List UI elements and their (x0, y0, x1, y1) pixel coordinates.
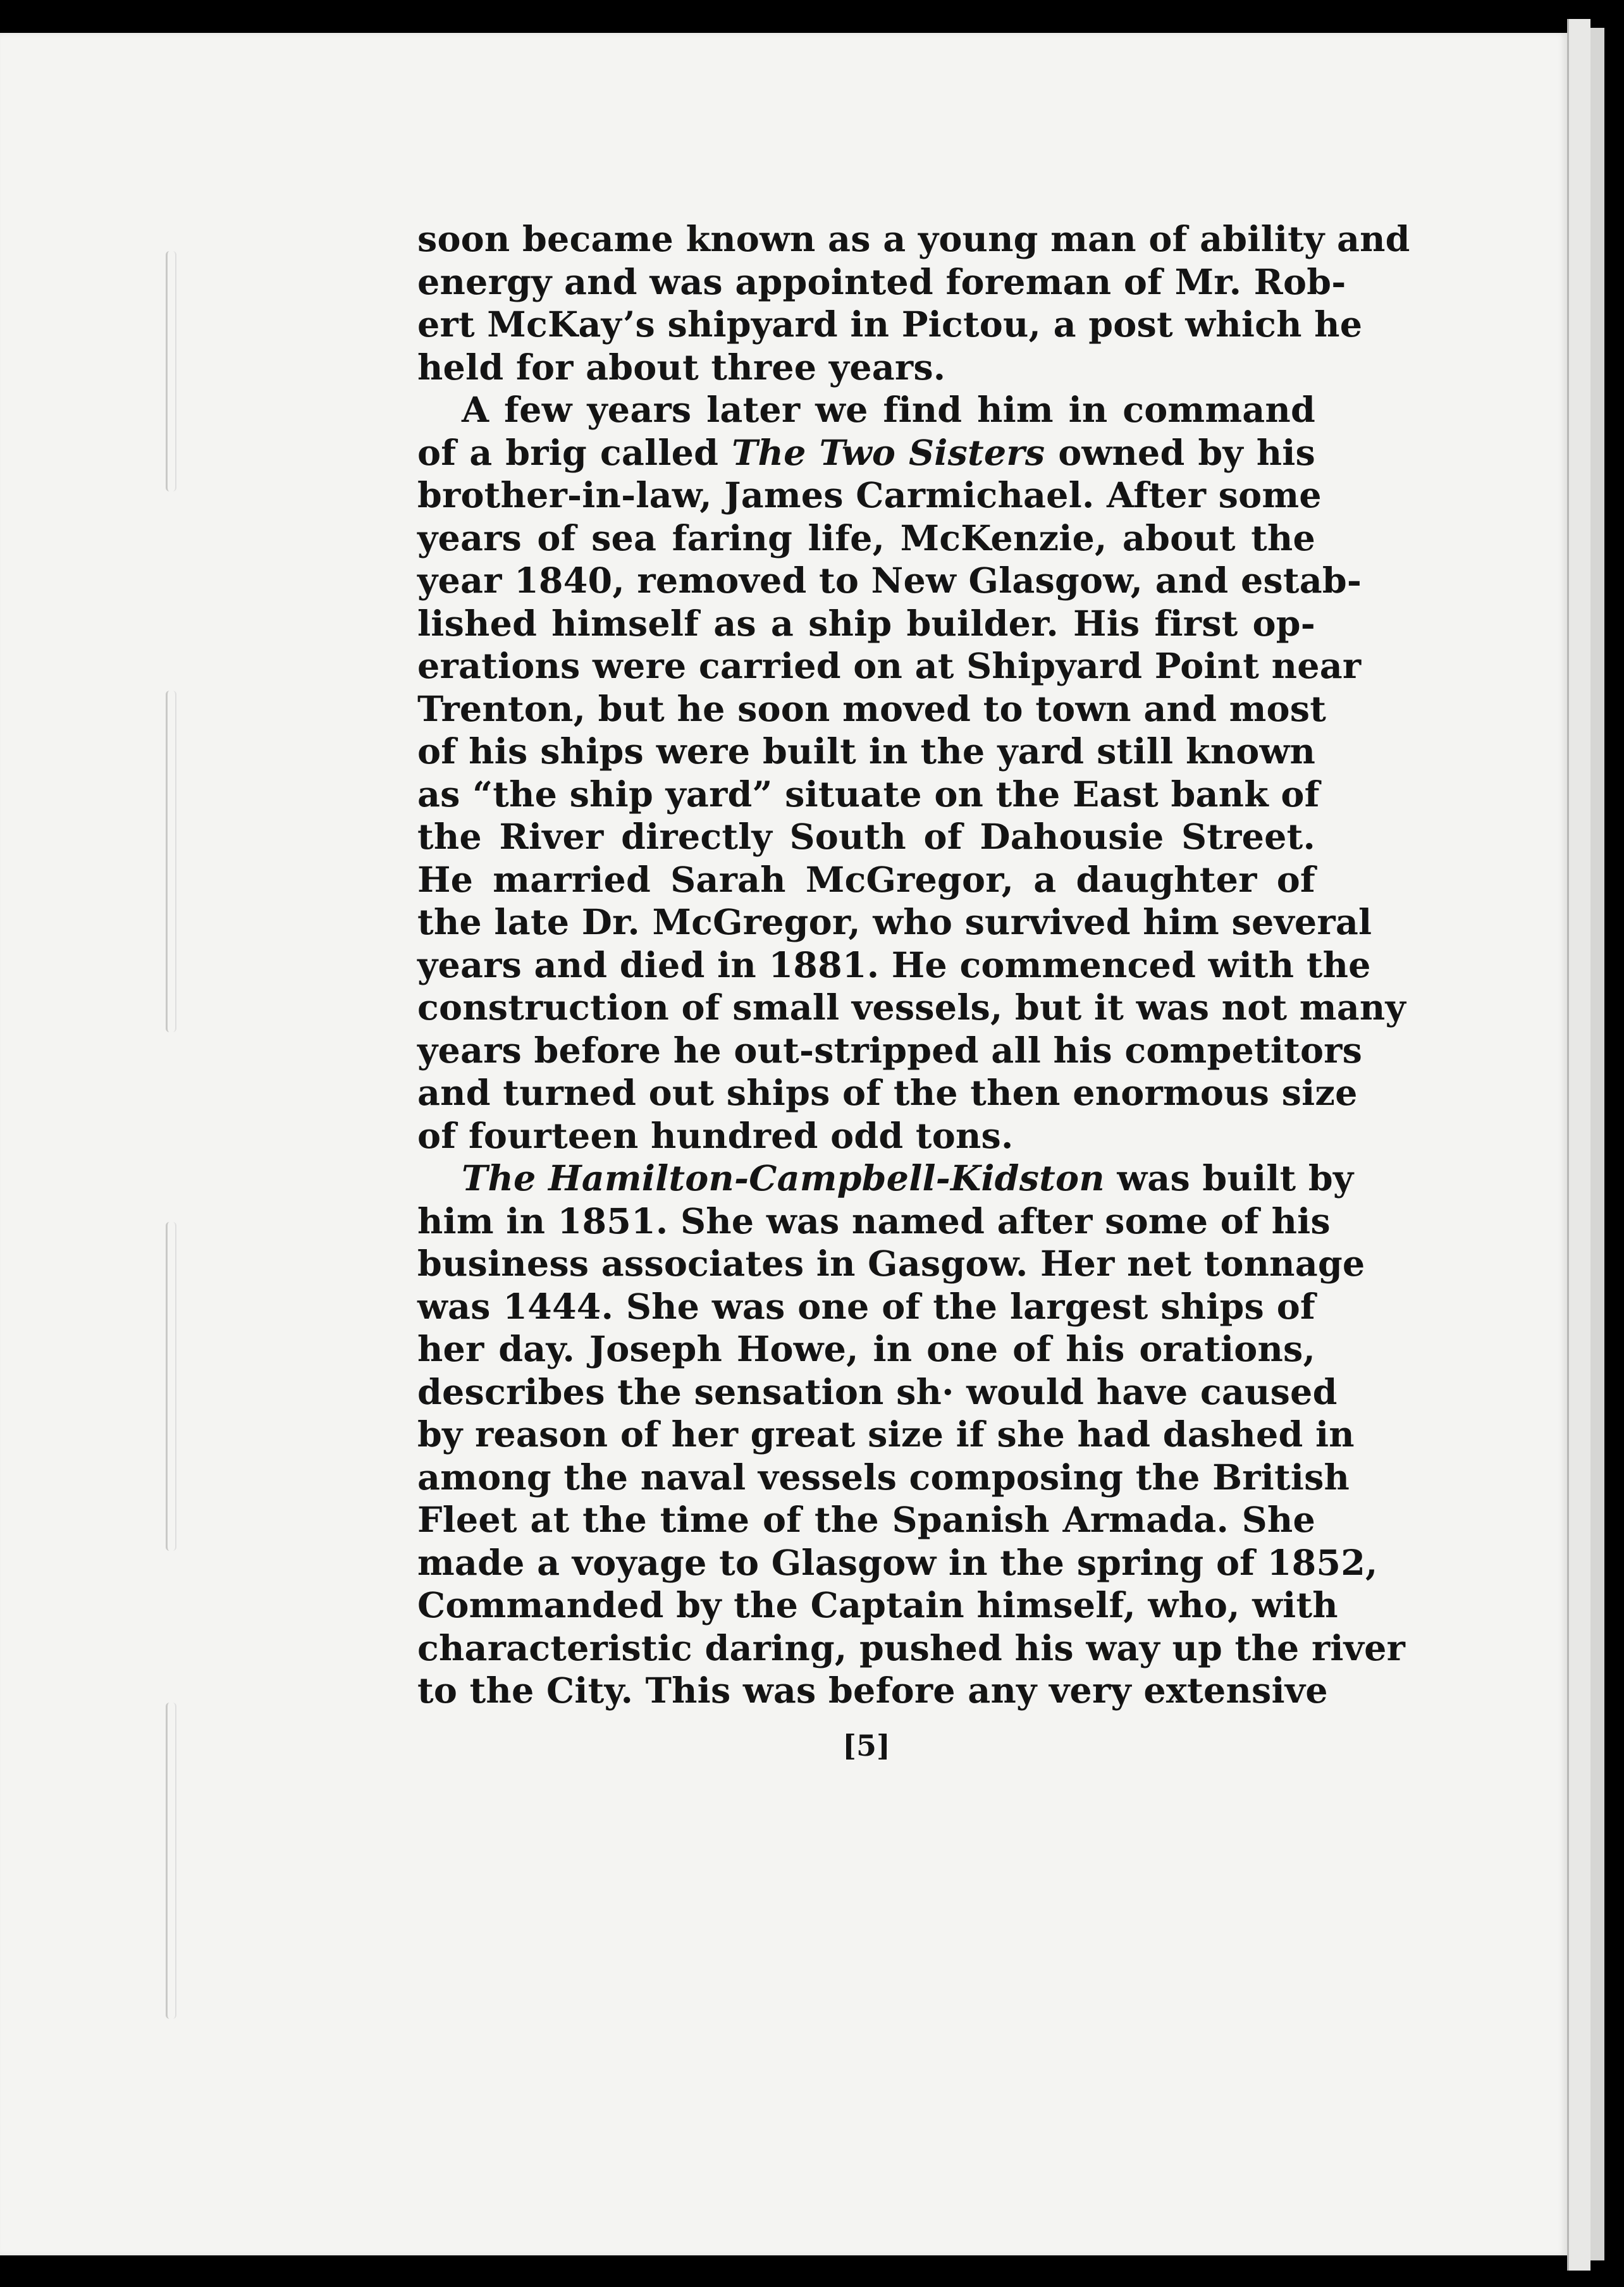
text-line: the late Dr. McGregor, who survived him several (417, 902, 1372, 943)
text-line: Trenton, but he soon moved to town and most (417, 688, 1327, 730)
paragraph-2 (417, 389, 1406, 1157)
text-line: years and died in 1881. He commenced with the (417, 944, 1371, 986)
page-number: [5] (842, 1729, 890, 1763)
text-line: by reason of her great size if she had dashed in (417, 1414, 1355, 1455)
text-line: business associates in Gasgow. Her net tonnage (417, 1243, 1365, 1285)
text-line: Commanded by the Captain himself, who, with (417, 1585, 1338, 1626)
text-line: lished himself as a ship builder. His first op- (417, 603, 1315, 644)
text-line: Fleet at the time of the Spanish Armada. She (417, 1500, 1315, 1541)
body-text (417, 218, 1410, 1713)
binding-stitch (166, 691, 176, 1032)
text-line: held for about three years. (417, 347, 946, 388)
text-line: among the naval vessels composing the British (417, 1457, 1350, 1498)
text-line: describes the sensation sh· would have caused (417, 1371, 1338, 1413)
text-line: energy and was appointed foreman of Mr. Rob- (417, 261, 1346, 303)
text-line: year 1840, removed to New Glasgow, and estab- (417, 560, 1362, 601)
text-line: her day. Joseph Howe, in one of his orations, (417, 1329, 1315, 1370)
ship-name-hamilton-campbell-kidston: The Hamilton-Campbell-Kidston (462, 1158, 1105, 1199)
text-line: soon became known as a young man of ability and (417, 219, 1410, 260)
text-line: made a voyage to Glasgow in the spring of 1852, (417, 1542, 1378, 1584)
binding-stitch (166, 1222, 176, 1551)
page-edge-middle (1567, 19, 1590, 2271)
ship-name-two-sisters: The Two Sisters (732, 432, 1045, 474)
text-segment: was built by (1117, 1158, 1354, 1199)
text-line: and turned out ships of the then enormous size (417, 1073, 1358, 1114)
text-line: erations were carried on at Shipyard Point near (417, 646, 1362, 687)
paragraph-3 (417, 1157, 1406, 1713)
binding-stitch (166, 251, 176, 491)
text-line (417, 432, 1315, 475)
text-line: him in 1851. She was named after some of his (417, 1200, 1331, 1242)
text-line: ert McKay’s shipyard in Pictou, a post which he (417, 304, 1363, 345)
binding-stitch (166, 1703, 176, 2019)
paragraph-1 (417, 218, 1410, 389)
text-line: as “the ship yard” situate on the East bank of (417, 774, 1320, 815)
text-line: was 1444. She was one of the largest ships of (417, 1286, 1315, 1328)
text-line (417, 1157, 1354, 1200)
text-line: construction of small vessels, but it was not many (417, 987, 1406, 1028)
text-line: characteristic daring, pushed his way up the river (417, 1627, 1406, 1669)
text-line: of his ships were built in the yard still known (417, 731, 1315, 772)
text-line: to the City. This was before any very extensive (417, 1670, 1328, 1711)
text-line: years before he out-stripped all his competitors (417, 1030, 1363, 1071)
text-line: the River directly South of Dahousie Street. (417, 817, 1315, 858)
page-edge-back (1589, 28, 1604, 2260)
text-line: A few years later we find him in command (462, 390, 1315, 431)
text-line: years of sea faring life, McKenzie, about the (417, 517, 1315, 559)
text-line: He married Sarah McGregor, a daughter of (417, 859, 1315, 901)
text-line: brother-in-law, James Carmichael. After some (417, 475, 1322, 516)
text-segment: of a brig called (417, 432, 719, 474)
text-segment: owned by his (1058, 432, 1315, 474)
text-line: of fourteen hundred odd tons. (417, 1115, 1014, 1157)
